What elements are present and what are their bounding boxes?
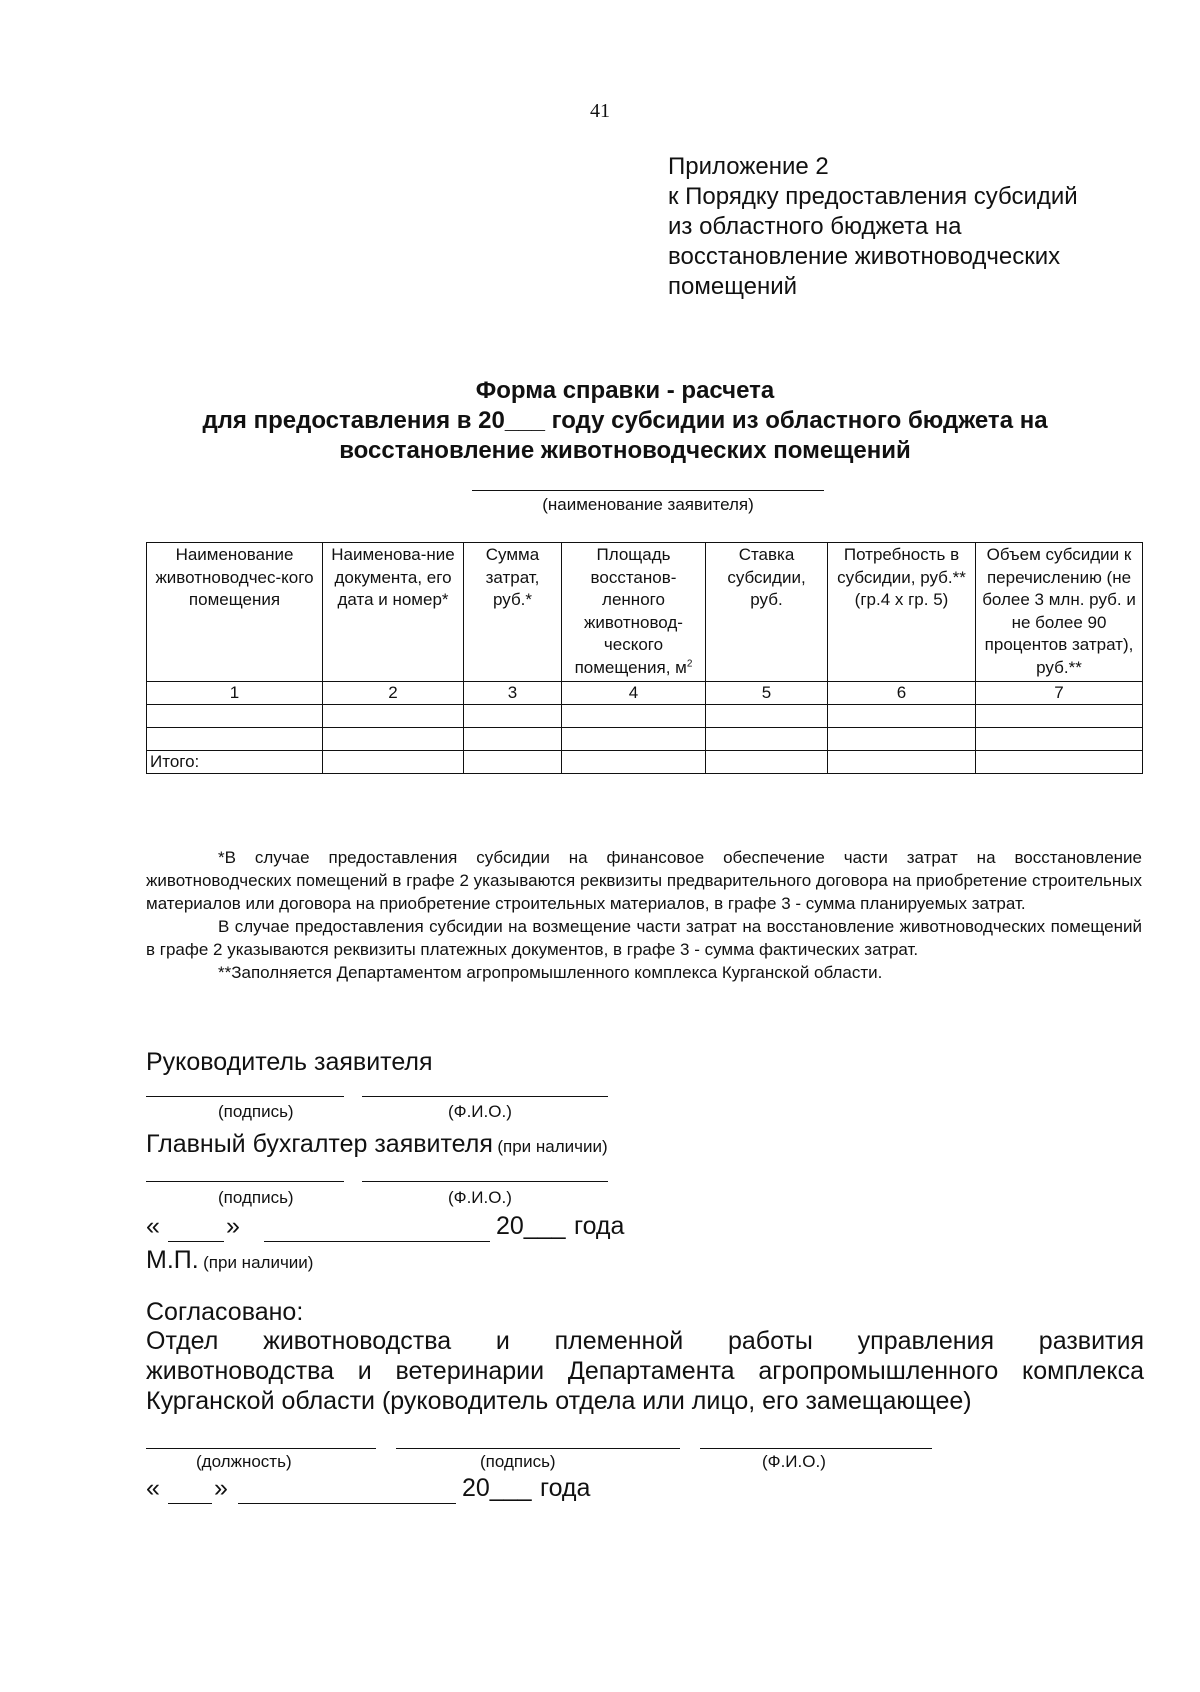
table-cell[interactable] bbox=[562, 705, 706, 728]
table-cell[interactable] bbox=[706, 705, 828, 728]
head-signature-field[interactable] bbox=[146, 1096, 344, 1097]
table-cell[interactable] bbox=[828, 728, 976, 751]
table-cell[interactable] bbox=[976, 751, 1143, 774]
header-volume: Объем субсидии к перечислению (не более 3 млн. руб. и не более 90 процентов затрат), руб.** bbox=[976, 543, 1143, 682]
table-cell[interactable] bbox=[147, 728, 323, 751]
agreed-date-close-quote: » bbox=[214, 1474, 228, 1502]
appendix-line: из областного бюджета на bbox=[668, 213, 962, 240]
agreed-department bbox=[146, 1326, 1144, 1416]
stamp-note: (при наличии) bbox=[203, 1253, 314, 1272]
column-number-row bbox=[147, 682, 1143, 705]
agreed-fio-caption: (Ф.И.О.) bbox=[762, 1452, 826, 1471]
table-cell[interactable] bbox=[562, 751, 706, 774]
table-cell[interactable] bbox=[706, 728, 828, 751]
agreed-date-word: года bbox=[540, 1474, 591, 1502]
table-cell[interactable] bbox=[976, 705, 1143, 728]
date-month-field[interactable] bbox=[264, 1241, 490, 1242]
agreed-date-day-field[interactable] bbox=[168, 1503, 212, 1504]
column-number: 4 bbox=[562, 682, 706, 705]
header-area bbox=[562, 543, 706, 682]
header-area-text: Площадь восстанов-ленного животновод-ческого помещения, м bbox=[574, 545, 687, 677]
area-superscript: 2 bbox=[686, 657, 693, 669]
accountant-signature-field[interactable] bbox=[146, 1181, 344, 1182]
head-fio-field[interactable] bbox=[362, 1096, 608, 1097]
table-cell[interactable] bbox=[147, 705, 323, 728]
table-cell[interactable] bbox=[706, 751, 828, 774]
table-cell[interactable] bbox=[323, 728, 464, 751]
table-cell[interactable] bbox=[323, 751, 464, 774]
form-title bbox=[150, 376, 1100, 466]
head-signature-caption: (подпись) bbox=[218, 1102, 294, 1121]
header-document: Наименова-ние документа, его дата и номер* bbox=[323, 543, 464, 682]
appendix-line: помещений bbox=[668, 273, 798, 300]
appendix-block bbox=[668, 152, 1078, 302]
column-number: 3 bbox=[464, 682, 562, 705]
footnote-3: **Заполняется Департаментом агропромышленного комплекса Курганской области. bbox=[218, 963, 883, 982]
agreed-signature-field[interactable] bbox=[396, 1448, 680, 1449]
table-cell[interactable] bbox=[976, 728, 1143, 751]
date-close-quote: » bbox=[226, 1212, 240, 1240]
agreed-date-month-field[interactable] bbox=[238, 1503, 456, 1504]
column-number: 7 bbox=[976, 682, 1143, 705]
agreed-line-3: Курганской области (руководитель отдела или лицо, его замещающее) bbox=[146, 1387, 972, 1415]
accountant-signature-caption: (подпись) bbox=[218, 1188, 294, 1207]
agreed-date-open-quote: « bbox=[146, 1474, 160, 1502]
column-number: 2 bbox=[323, 682, 464, 705]
date-open-quote: « bbox=[146, 1212, 160, 1240]
agreed-label: Согласовано: bbox=[146, 1298, 304, 1326]
accountant-fio-field[interactable] bbox=[362, 1181, 608, 1182]
header-rate: Ставка субсидии, руб. bbox=[706, 543, 828, 682]
table-cell[interactable] bbox=[464, 728, 562, 751]
appendix-line: Приложение 2 bbox=[668, 153, 829, 180]
calculation-table bbox=[146, 542, 1143, 774]
agreed-position-caption: (должность) bbox=[196, 1452, 292, 1471]
header-premises-name: Наименование животноводчес-кого помещения bbox=[147, 543, 323, 682]
date-day-field[interactable] bbox=[168, 1241, 224, 1242]
agreed-date-year: 20___ bbox=[462, 1474, 532, 1502]
stamp-label: М.П. bbox=[146, 1246, 199, 1274]
title-line-3: восстановление животноводческих помещений bbox=[339, 437, 911, 464]
title-line-2: для предоставления в 20___ году субсидии из областного бюджета на bbox=[202, 407, 1048, 434]
agreed-line-1: Отдел животноводства и племенной работы управления развития bbox=[146, 1327, 1144, 1355]
accountant-note: (при наличии) bbox=[497, 1137, 608, 1156]
agreed-line-2: животноводства и ветеринарии Департамента агропромышленного комплекса bbox=[146, 1357, 1144, 1385]
table-row bbox=[147, 705, 1143, 728]
table-cell[interactable] bbox=[464, 751, 562, 774]
column-number: 5 bbox=[706, 682, 828, 705]
head-label: Руководитель заявителя bbox=[146, 1048, 433, 1076]
agreed-fio-field[interactable] bbox=[700, 1448, 932, 1449]
date-year: 20___ bbox=[496, 1212, 566, 1240]
column-number: 6 bbox=[828, 682, 976, 705]
table-header-row bbox=[147, 543, 1143, 682]
total-row bbox=[147, 751, 1143, 774]
accountant-block bbox=[146, 1130, 608, 1159]
head-fio-caption: (Ф.И.О.) bbox=[448, 1102, 512, 1121]
table-cell[interactable] bbox=[828, 705, 976, 728]
accountant-fio-caption: (Ф.И.О.) bbox=[448, 1188, 512, 1207]
table-cell[interactable] bbox=[323, 705, 464, 728]
table-cell[interactable] bbox=[562, 728, 706, 751]
accountant-label: Главный бухгалтер заявителя bbox=[146, 1130, 493, 1158]
footnote-2: В случае предоставления субсидии на возмещение части затрат на восстановление животноводческих помещений в графе 2 указываются реквизиты платежных документов, в графе 3 - сумма фактических затрат. bbox=[146, 917, 1142, 959]
header-need: Потребность в субсидии, руб.** (гр.4 х гр. 5) bbox=[828, 543, 976, 682]
table-cell[interactable] bbox=[464, 705, 562, 728]
table-row bbox=[147, 728, 1143, 751]
header-costs: Сумма затрат, руб.* bbox=[464, 543, 562, 682]
footnote-1: *В случае предоставления субсидии на финансовое обеспечение части затрат на восстановление животноводческих помещений в графе 2 указываются реквизиты предварительного договора на приобретение строительных материалов или договора на приобретение строительных материалов, в графе 3 - сумма планируемых затрат. bbox=[146, 848, 1142, 913]
footnotes bbox=[146, 846, 1142, 984]
table-cell[interactable] bbox=[828, 751, 976, 774]
stamp-block bbox=[146, 1246, 313, 1275]
agreed-position-field[interactable] bbox=[146, 1448, 376, 1449]
title-line-1: Форма справки - расчета bbox=[475, 377, 775, 404]
column-number: 1 bbox=[147, 682, 323, 705]
date-word: года bbox=[574, 1212, 625, 1240]
applicant-name-caption: (наименование заявителя) bbox=[542, 495, 754, 514]
applicant-name-field[interactable] bbox=[472, 490, 824, 491]
total-label: Итого: bbox=[147, 751, 323, 774]
appendix-line: к Порядку предоставления субсидий bbox=[668, 183, 1078, 210]
appendix-line: восстановление животноводческих bbox=[668, 243, 1061, 270]
page-number: 41 bbox=[590, 100, 610, 122]
agreed-signature-caption: (подпись) bbox=[480, 1452, 556, 1471]
